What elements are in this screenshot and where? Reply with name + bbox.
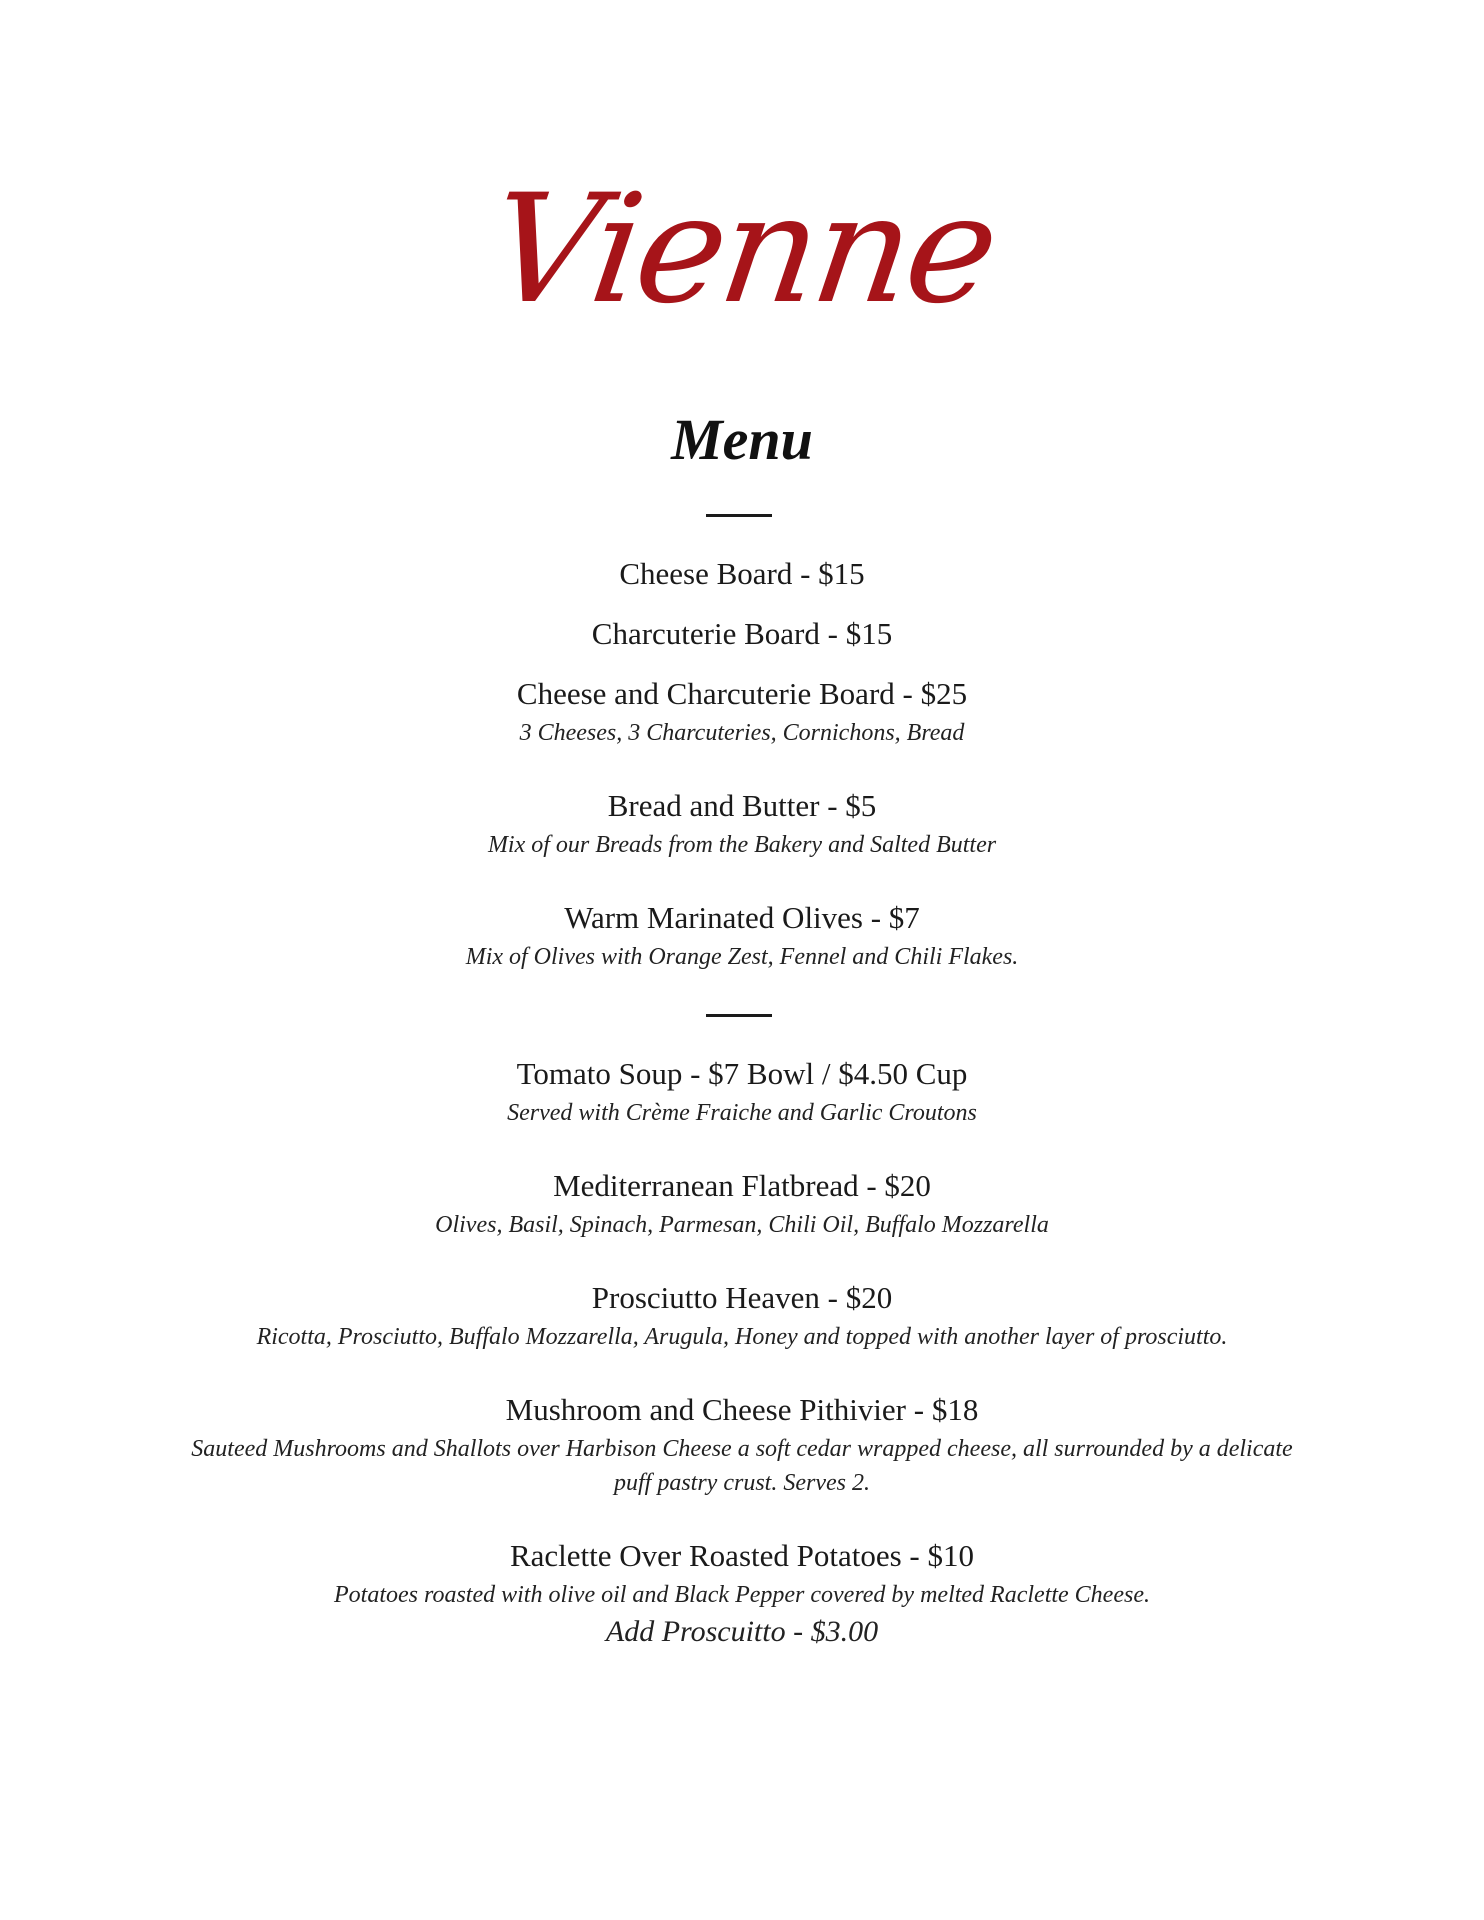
menu-item [0,1276,1484,1354]
menu-item-name: Mediterranean Flatbread - $20 [553,1168,931,1203]
menu-item [0,784,1484,862]
menu-item-addon: Add Proscuitto - $3.00 [605,1615,879,1648]
menu-item [0,1534,1484,1652]
menu-item-description: Served with Crème Fraiche and Garlic Croutons [507,1100,977,1126]
menu-item-name: Bread and Butter - $5 [607,788,877,823]
menu-item-description: Olives, Basil, Spinach, Parmesan, Chili Oil, Buffalo Mozzarella [435,1212,1049,1238]
menu-item-name: Raclette Over Roasted Potatoes - $10 [509,1538,975,1573]
menu-item-description: 3 Cheeses, 3 Charcuteries, Cornichons, Bread [519,720,965,746]
menu-section-mains [0,1052,1484,1652]
menu-title: Menu [671,407,813,472]
menu-item [0,612,1484,656]
menu-item-name: Mushroom and Cheese Pithivier - $18 [505,1392,979,1427]
menu-item-description: Potatoes roasted with olive oil and Black Pepper covered by melted Raclette Cheese. [334,1582,1150,1608]
menu-item-name: Warm Marinated Olives - $7 [564,900,920,935]
restaurant-logo [0,150,1484,350]
section-divider [706,1014,772,1017]
menu-item-description: Mix of our Breads from the Bakery and Salted Butter [487,832,997,858]
menu-item-name: Tomato Soup - $7 Bowl / $4.50 Cup [516,1056,968,1091]
menu-item-description: Sauteed Mushrooms and Shallots over Harbison Cheese a soft cedar wrapped cheese, all surrounded by a delicate puff pastry crust. Serves 2. [191,1436,1293,1496]
menu-item [0,1052,1484,1130]
menu-item [0,896,1484,974]
menu-item [0,552,1484,596]
menu-item-name: Charcuterie Board - $15 [591,616,893,651]
menu-item [0,1388,1484,1500]
menu-item [0,672,1484,750]
menu-item-name: Cheese and Charcuterie Board - $25 [516,676,968,711]
section-divider [706,514,772,517]
menu-item-name: Cheese Board - $15 [619,556,865,591]
menu-section-boards [0,552,1484,974]
menu-item-name: Prosciutto Heaven - $20 [591,1280,893,1315]
menu-item-description: Ricotta, Prosciutto, Buffalo Mozzarella, Arugula, Honey and topped with another layer of prosciutto. [256,1324,1228,1350]
menu-item-description: Mix of Olives with Orange Zest, Fennel and Chili Flakes. [465,944,1019,970]
brand-name: Vienne [479,163,1005,337]
menu-item [0,1164,1484,1242]
